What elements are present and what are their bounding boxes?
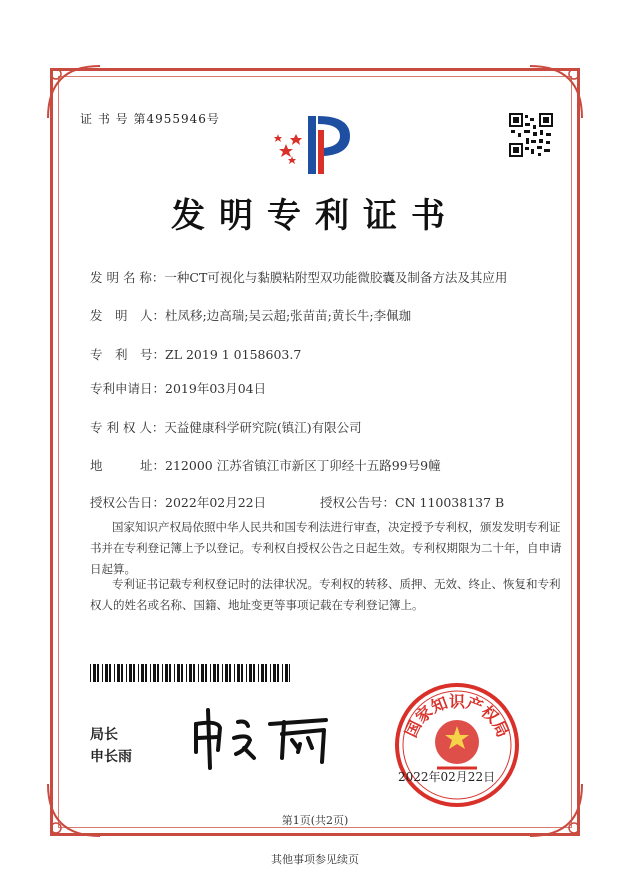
- patentee-value: 天益健康科学研究院(镇江)有限公司: [164, 420, 362, 435]
- grant-number-value: CN 110038137 B: [395, 495, 505, 510]
- grant-date-label: 授权公告日：: [90, 495, 166, 510]
- seal-date: 2022年02月22日: [398, 770, 496, 784]
- page-number: 第1页(共2页): [281, 814, 349, 827]
- corner-ornament-icon: [44, 780, 104, 840]
- footer-note: 其他事项参见续页: [271, 853, 359, 866]
- certificate-number: 证 书 号 第4955946号: [80, 112, 220, 126]
- patent-number-value: ZL 2019 1 0158603.7: [165, 347, 302, 362]
- barcode-icon: [90, 664, 290, 682]
- official-seal-icon: [392, 680, 522, 810]
- corner-ornament-icon: [526, 780, 586, 840]
- page-title: 发明专利证书: [171, 196, 459, 236]
- filing-date-label: 专利申请日：: [90, 381, 166, 396]
- address-row: [90, 456, 441, 474]
- seal-text: 国家知识产权局: [401, 692, 513, 741]
- inventors-value: 杜凤移;边高瑞;吴云超;张苗苗;黄长牛;李佩珈: [165, 308, 412, 323]
- grant-number-label: 授权公告号：: [320, 495, 396, 510]
- qr-code-icon: [509, 113, 553, 157]
- grant-date-row: [90, 493, 266, 511]
- patent-number-row: [90, 345, 301, 363]
- director-title: 局长: [90, 727, 118, 743]
- patent-office-emblem-icon: [268, 108, 362, 180]
- statement-paragraph-1: 国家知识产权局依照中华人民共和国专利法进行审查，决定授予专利权，颁发发明专利证书并在专利登记簿上予以登记。专利权自授权公告之日起生效。专利权期限为二十年，自申请日起算。: [90, 520, 562, 576]
- patentee-row: [90, 418, 362, 436]
- statement-paragraph-2: 专利证书记载专利权登记时的法律状况。专利权的转移、质押、无效、终止、恢复和专利权人的姓名或名称、国籍、地址变更等事项记载在专利登记簿上。: [90, 577, 561, 612]
- grant-number-row: [320, 493, 504, 511]
- handwritten-signature-icon: [188, 704, 338, 770]
- address-value: 212000 江苏省镇江市新区丁卯经十五路99号9幢: [165, 458, 441, 473]
- invention-name-value: 一种CT可视化与黏膜粘附型双功能微胶囊及制备方法及其应用: [164, 270, 508, 285]
- filing-date-row: [90, 379, 266, 397]
- inventors-row: [90, 306, 411, 324]
- filing-date-value: 2019年03月04日: [165, 381, 267, 396]
- address-label: 地 址：: [90, 458, 166, 473]
- patent-number-label: 专 利 号：: [90, 347, 166, 362]
- invention-name-label: 发 明 名 称：: [90, 270, 165, 285]
- grant-date-value: 2022年02月22日: [165, 495, 267, 510]
- inventors-label: 发 明 人：: [90, 308, 166, 323]
- director-name: 申长雨: [90, 749, 132, 765]
- invention-name-row: [90, 268, 507, 286]
- patentee-label: 专 利 权 人：: [90, 420, 165, 435]
